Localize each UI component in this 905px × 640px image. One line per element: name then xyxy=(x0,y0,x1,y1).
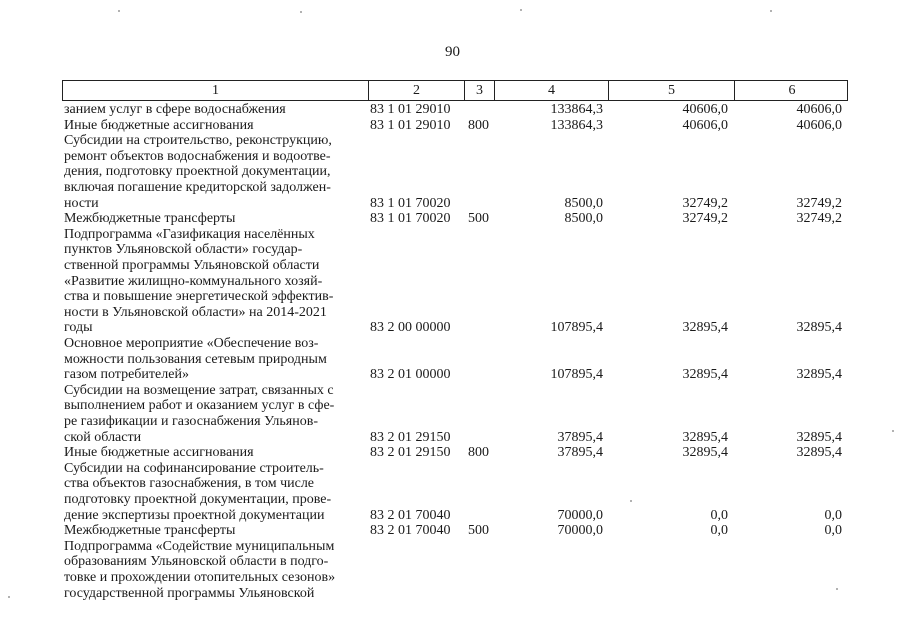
cell-v4: 37895,4 xyxy=(557,445,603,461)
scan-speck xyxy=(300,11,302,13)
cell-name: ности в Ульяновской области» на 2014-2021 xyxy=(64,304,327,320)
cell-v6: 40606,0 xyxy=(796,117,842,133)
header-col-6: 6 xyxy=(788,83,796,98)
cell-v5: 32895,4 xyxy=(682,367,728,383)
cell-v6: 0,0 xyxy=(824,523,842,539)
cell-name: Субсидии на возмещение затрат, связанных с xyxy=(64,382,334,398)
cell-name: пунктов Ульяновской области» государ- xyxy=(64,242,303,258)
header-col-5: 5 xyxy=(609,81,735,100)
cell-vr: 800 xyxy=(468,117,489,133)
cell-name: Иные бюджетные ассигнования xyxy=(64,117,254,133)
cell-code: 83 1 01 70020 xyxy=(370,195,451,211)
cell-v4: 70000,0 xyxy=(557,523,603,539)
cell-v6: 40606,0 xyxy=(796,102,842,117)
cell-name: ности xyxy=(64,195,99,211)
scan-speck xyxy=(8,596,10,598)
cell-name: товке и прохождении отопительных сезонов» xyxy=(64,570,336,585)
cell-v5: 0,0 xyxy=(710,523,728,539)
scan-speck xyxy=(892,430,894,432)
cell-v5: 40606,0 xyxy=(682,102,728,117)
cell-v4: 8500,0 xyxy=(564,211,603,227)
cell-code: 83 1 01 29010 xyxy=(370,102,451,117)
table-header-row xyxy=(62,80,848,101)
cell-v4: 107895,4 xyxy=(550,367,603,383)
cell-name: занием услуг в сфере водоснабжения xyxy=(64,102,286,117)
cell-v5: 32895,4 xyxy=(682,320,728,336)
cell-name: можности пользования сетевым природным xyxy=(64,351,327,367)
cell-vr: 500 xyxy=(468,211,489,227)
scan-speck xyxy=(520,9,522,11)
header-col-2: 2 xyxy=(369,81,465,100)
cell-v4: 133864,3 xyxy=(550,102,603,117)
scan-speck xyxy=(630,500,632,502)
cell-v4: 70000,0 xyxy=(557,507,603,523)
cell-v4: 107895,4 xyxy=(550,320,603,336)
cell-name: ре газификации и газоснабжения Ульянов- xyxy=(64,414,319,429)
cell-name: дения, подготовку проектной документации, xyxy=(64,164,331,180)
cell-name: ской области xyxy=(64,429,142,445)
cell-v5: 32749,2 xyxy=(682,211,728,227)
cell-name: Межбюджетные трансферты xyxy=(64,211,236,227)
cell-name: ства объектов газоснабжения, в том числе xyxy=(64,476,315,492)
header-col-4: 4 xyxy=(495,81,609,100)
cell-name: Субсидии на софинансирование строитель- xyxy=(64,460,324,476)
cell-code: 83 1 01 70020 xyxy=(370,211,451,227)
cell-code: 83 2 01 29150 xyxy=(370,445,451,461)
cell-v5: 32895,4 xyxy=(682,429,728,445)
cell-v4: 133864,3 xyxy=(550,117,603,133)
cell-v5: 40606,0 xyxy=(682,117,728,133)
cell-v6: 32895,4 xyxy=(796,429,842,445)
cell-name: ственной программы Ульяновской области xyxy=(64,258,320,273)
cell-code: 83 2 01 70040 xyxy=(370,507,451,523)
cell-v6: 32895,4 xyxy=(796,367,842,383)
cell-v6: 32749,2 xyxy=(796,195,842,211)
cell-code: 83 2 01 29150 xyxy=(370,429,451,445)
cell-v5: 0,0 xyxy=(710,507,728,523)
cell-name: «Развитие жилищно-коммунального хозяй- xyxy=(64,273,323,289)
cell-code: 83 2 00 00000 xyxy=(370,320,451,336)
scan-speck xyxy=(836,588,838,590)
cell-vr: 500 xyxy=(468,523,489,539)
cell-name: Межбюджетные трансферты xyxy=(64,523,236,539)
cell-name: государственной программы Ульяновской xyxy=(64,585,315,601)
cell-name: Подпрограмма «Газификация населённых xyxy=(64,226,315,242)
cell-v6: 32895,4 xyxy=(796,320,842,336)
cell-v6: 32749,2 xyxy=(796,211,842,227)
cell-name: подготовку проектной документации, прове- xyxy=(64,492,332,507)
cell-name: годы xyxy=(64,320,93,336)
cell-v4: 37895,4 xyxy=(557,429,603,445)
cell-name: Основное мероприятие «Обеспечение воз- xyxy=(64,336,319,351)
cell-name: дение экспертизы проектной документации xyxy=(64,507,325,523)
header-col-1: 1 xyxy=(63,81,369,100)
cell-name: газом потребителей» xyxy=(64,367,189,383)
cell-name: включая погашение кредиторской задолжен- xyxy=(64,180,331,195)
cell-name: ства и повышение энергетической эффектив- xyxy=(64,289,334,305)
cell-v6: 0,0 xyxy=(824,507,842,523)
cell-name: ремонт объектов водоснабжения и водоотве- xyxy=(64,148,331,164)
cell-v5: 32895,4 xyxy=(682,445,728,461)
cell-v5: 32749,2 xyxy=(682,195,728,211)
cell-vr: 800 xyxy=(468,445,489,461)
scan-speck xyxy=(118,10,120,12)
cell-v6: 32895,4 xyxy=(796,445,842,461)
cell-code: 83 2 01 70040 xyxy=(370,523,451,539)
header-col-3: 3 xyxy=(465,81,495,100)
cell-name: выполнением работ и оказанием услуг в сфе- xyxy=(64,398,335,414)
cell-v4: 8500,0 xyxy=(564,195,603,211)
cell-name: Иные бюджетные ассигнования xyxy=(64,445,254,461)
page-number: 90 xyxy=(445,44,460,60)
cell-code: 83 1 01 29010 xyxy=(370,117,451,133)
cell-name: Подпрограмма «Содействие муниципальным xyxy=(64,538,335,554)
cell-name: Субсидии на строительство, реконструкцию, xyxy=(64,133,332,149)
cell-name: образованиям Ульяновской области в подго- xyxy=(64,554,329,570)
scan-speck xyxy=(770,10,772,12)
cell-code: 83 2 01 00000 xyxy=(370,367,451,383)
